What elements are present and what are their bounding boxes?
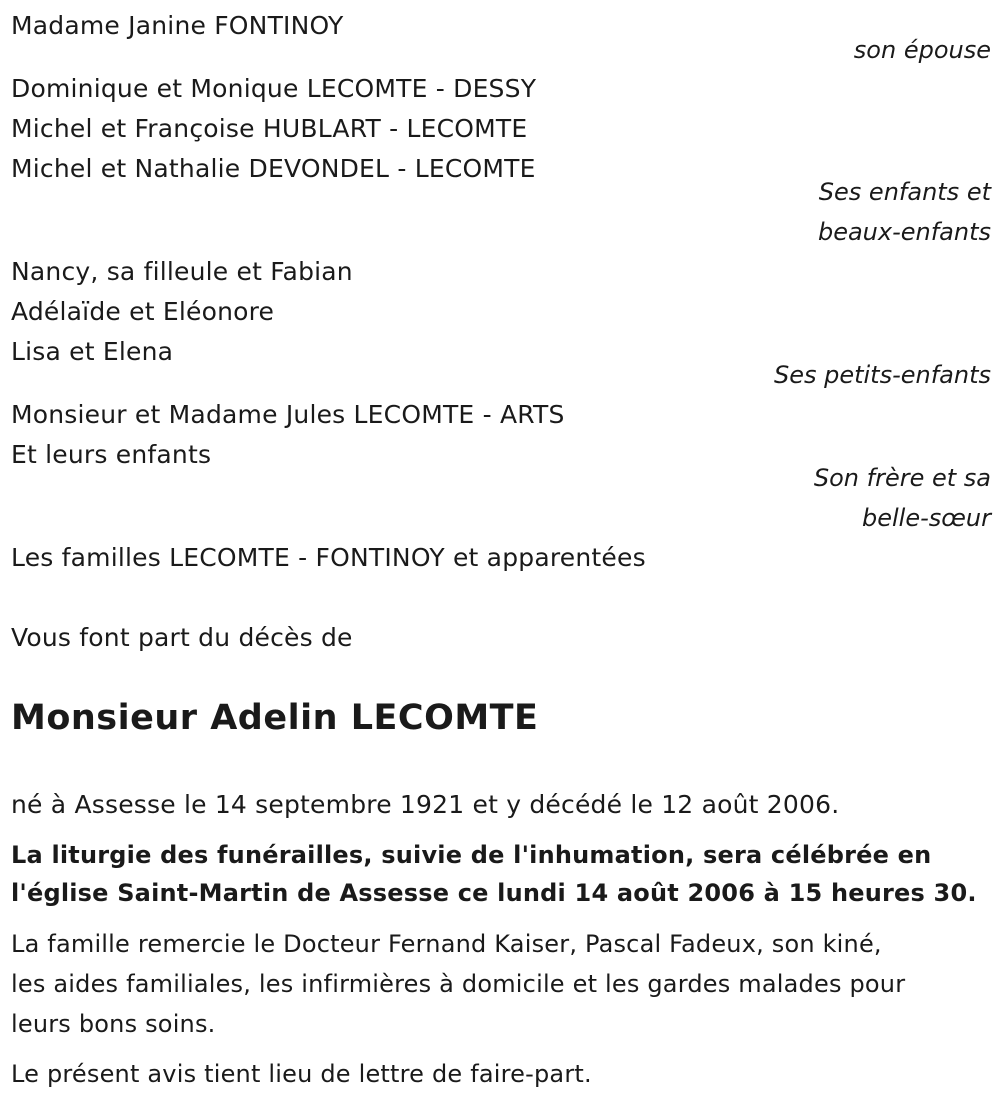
deceased-name: Monsieur Adelin LECOMTE — [11, 698, 539, 738]
grandchild-line-2: Adélaïde et Eléonore — [11, 297, 275, 326]
grandchild-line-3: Lisa et Elena — [11, 337, 174, 366]
child-family-2: Michel et Françoise HUBLART - LECOMTE — [11, 114, 528, 143]
sibling-role-line-2: belle-sœur — [861, 504, 991, 532]
thanks-line-2: les aides familiales, les infirmières à domicile et les gardes malades pour — [11, 970, 906, 998]
sibling-role-line-1: Son frère et sa — [813, 464, 991, 492]
sibling-line-2: Et leurs enfants — [11, 440, 212, 469]
spouse-name: Madame Janine FONTINOY — [11, 11, 344, 40]
thanks-line-3: leurs bons soins. — [11, 1010, 216, 1038]
child-family-3: Michel et Nathalie DEVONDEL - LECOMTE — [11, 154, 536, 183]
related-families: Les familles LECOMTE - FONTINOY et apparentées — [11, 543, 646, 572]
grandchild-line-1: Nancy, sa filleule et Fabian — [11, 257, 353, 286]
children-role-line-2: beaux-enfants — [817, 218, 991, 246]
birth-death-details: né à Assesse le 14 septembre 1921 et y décédé le 12 août 2006. — [11, 790, 840, 819]
closing-statement: Le présent avis tient lieu de lettre de faire-part. — [11, 1060, 592, 1088]
child-family-1: Dominique et Monique LECOMTE - DESSY — [11, 74, 537, 103]
spouse-role: son épouse — [853, 36, 991, 64]
thanks-line-1: La famille remercie le Docteur Fernand Kaiser, Pascal Fadeux, son kiné, — [11, 930, 882, 958]
announcement-text: Vous font part du décès de — [11, 623, 353, 652]
funeral-details — [11, 836, 991, 912]
grandchildren-role: Ses petits-enfants — [773, 361, 991, 389]
children-role-line-1: Ses enfants et — [818, 178, 991, 206]
sibling-line-1: Monsieur et Madame Jules LECOMTE - ARTS — [11, 400, 565, 429]
funeral-line-1: La liturgie des funérailles, suivie de l'inhumation, sera célébrée en — [11, 841, 932, 869]
thanks-paragraph — [11, 924, 991, 1044]
funeral-line-2: l'église Saint-Martin de Assesse ce lundi 14 août 2006 à 15 heures 30. — [11, 879, 977, 907]
